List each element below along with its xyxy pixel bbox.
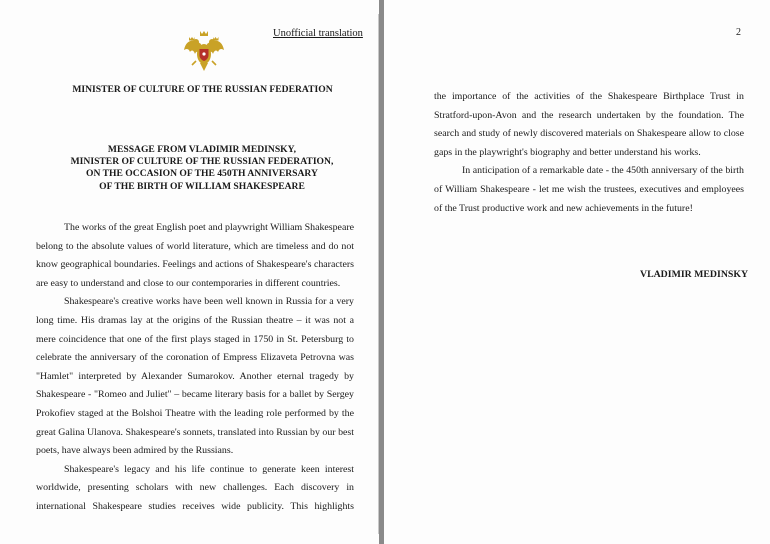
- paragraph: The works of the great English poet and playwright William Shakespeare belong to the absolute values of world literature, which are timeless and do not know geographical boundaries. Feelings and actions of Shakespeare's characters are easy to understand and close to our contemporaries in different countries.: [36, 222, 354, 289]
- paragraph: Shakespeare's creative works have been well known in Russia for a very long time. His dramas lay at the origins of the Russian theatre – it was not a mere coincidence that one of the first plays staged in 1750 in St. Petersburg to celebrate the anniversary of the coronation of Empress Elizaveta Petrovna was "Hamlet" interpreted by Alexander Sumarokov. Another eternal tragedy by Shakespeare - "Romeo and Juliet" – became literary basis for a ballet by Sergey Prokofiev staged at the Bolshoi Theatre with the leading role performed by the great Galina Ulanova. Shakespeare's sonnets, translated into Russian by our best poets, have always been admired by the Russians.: [36, 296, 354, 457]
- ministry-title: MINISTER OF CULTURE OF THE RUSSIAN FEDERATION: [72, 84, 333, 95]
- unofficial-translation-note: Unofficial translation: [273, 28, 363, 39]
- message-heading: [52, 144, 352, 193]
- paragraph: the importance of the activities of the Shakespeare Birthplace Trust in Stratford-upon-Avon and the research undertaken by the foundation. The search and study of newly discovered materials on Shakespeare allow to close gaps in the playwright's biography and better understand his works.: [434, 91, 744, 158]
- page-number: 2: [736, 27, 741, 38]
- page-divider-shadow: [378, 14, 379, 534]
- double-headed-eagle-icon: [181, 28, 227, 74]
- heading-line: MESSAGE FROM VLADIMIR MEDINSKY,: [107, 144, 297, 155]
- right-body-text: [434, 88, 744, 218]
- paragraph: Shakespeare's legacy and his life continue to generate keen interest worldwide, presenting scholars with new challenges. Each discovery in international Shakespeare studies receives wide publicity. This highlights: [36, 463, 354, 512]
- signature: VLADIMIR MEDINSKY: [640, 269, 749, 280]
- heading-line: ON THE OCCASION OF THE 450TH ANNIVERSARY: [86, 168, 318, 180]
- paragraph: In anticipation of a remarkable date - the 450th anniversary of the birth of William Shakespeare - let me wish the trustees, executives and employees of the Trust productive work and new achievements in the future!: [434, 165, 744, 214]
- left-body-text: [36, 219, 354, 517]
- left-page: [0, 0, 379, 544]
- heading-line: OF THE BIRTH OF WILLIAM SHAKESPEARE: [99, 180, 305, 192]
- heading-line: MINISTER OF CULTURE OF THE RUSSIAN FEDERATION,: [70, 156, 334, 168]
